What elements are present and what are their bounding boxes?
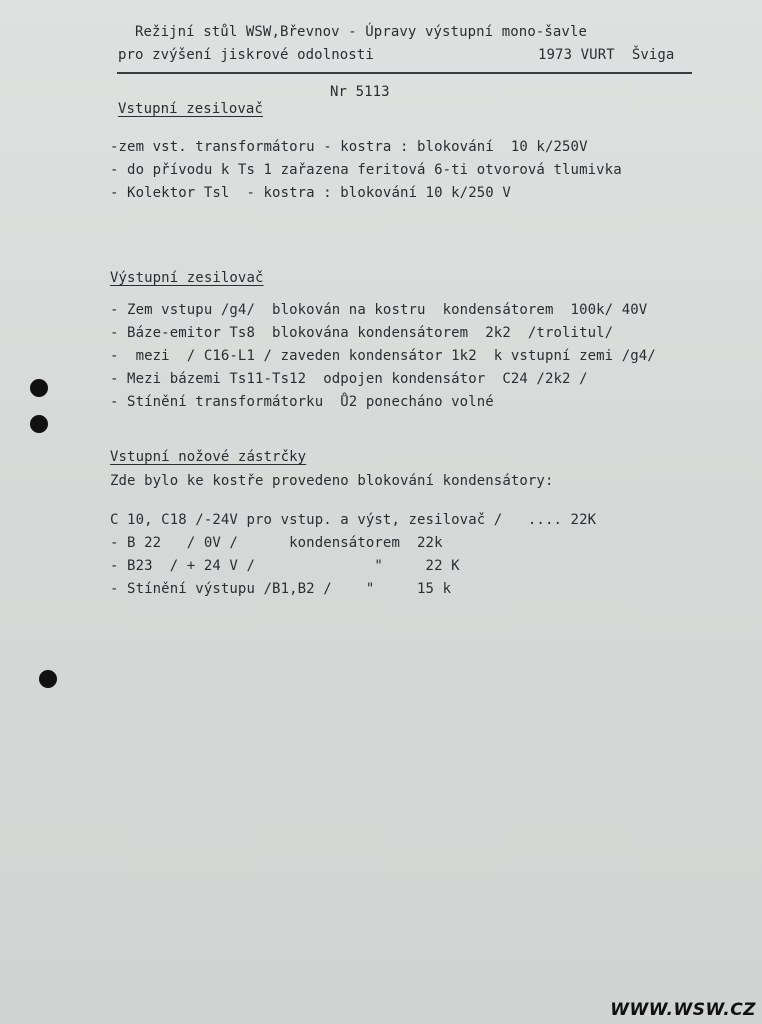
- section2-line: - Mezi bázemi Ts11-Ts12 odpojen kondensátor C24 /2k2 /: [110, 371, 588, 387]
- header-title-line: Režijní stůl WSW,Břevnov - Úpravy výstupní mono-šavle: [135, 24, 588, 40]
- section3-line: - B 22 / 0V / kondensátorem 22k: [110, 535, 443, 551]
- punch-hole: [30, 379, 48, 397]
- header-date-author: 1973 VURT Šviga: [538, 47, 675, 63]
- punch-hole: [30, 415, 48, 433]
- section2-line: - mezi / C16-L1 / zaveden kondensátor 1k2 k vstupní zemi /g4/: [110, 348, 656, 364]
- section-title-input-amplifier: Vstupní zesilovač: [118, 101, 263, 117]
- watermark: WWW.WSW.CZ: [610, 1000, 756, 1020]
- section-title-connectors: Vstupní nožové zástrčky: [110, 449, 307, 465]
- section3-line: - Stínění výstupu /B1,B2 / " 15 k: [110, 581, 452, 597]
- section3-intro: Zde bylo ke kostře provedeno blokování kondensátory:: [110, 473, 554, 489]
- section3-line: - B23 / + 24 V / " 22 K: [110, 558, 460, 574]
- document-number: Nr 5113: [330, 84, 390, 100]
- section3-line: C 10, C18 /-24V pro vstup. a výst, zesilovač / .... 22K: [110, 512, 597, 528]
- header-rule: [117, 72, 692, 74]
- section1-line: - do přívodu k Ts 1 zařazena feritová 6-ti otvorová tlumivka: [110, 162, 622, 178]
- section-title-output-amplifier: Výstupní zesilovač: [110, 270, 264, 286]
- section2-line: - Zem vstupu /g4/ blokován na kostru kondensátorem 100k/ 40V: [110, 302, 648, 318]
- section1-line: -zem vst. transformátoru - kostra : blokování 10 k/250V: [110, 139, 588, 155]
- section1-line: - Kolektor Tsl - kostra : blokování 10 k/250 V: [110, 185, 511, 201]
- header-subtitle: pro zvýšení jiskrové odolnosti: [118, 47, 374, 63]
- section2-line: - Báze-emitor Ts8 blokována kondensátorem 2k2 /trolitul/: [110, 325, 614, 341]
- punch-hole: [39, 670, 57, 688]
- section2-line: - Stínění transformátorku Ů2 ponecháno volné: [110, 394, 494, 410]
